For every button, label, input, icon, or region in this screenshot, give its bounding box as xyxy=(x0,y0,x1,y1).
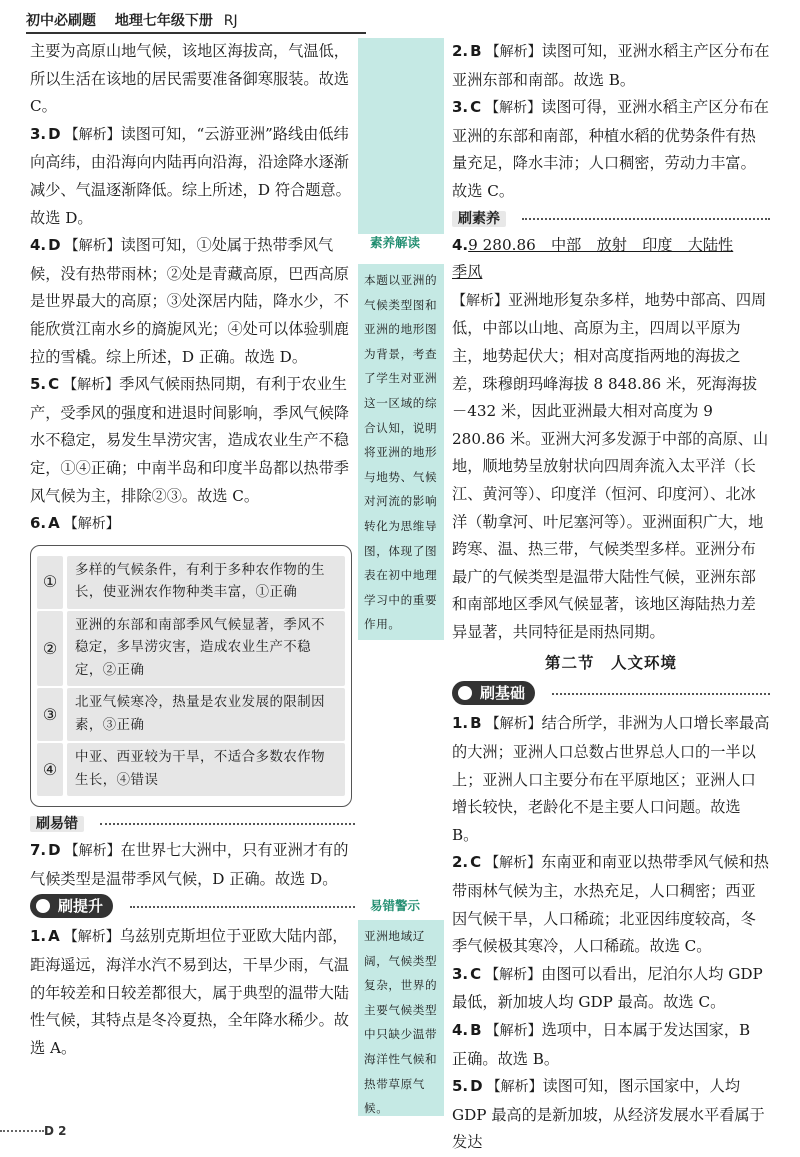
item-number: 4. xyxy=(452,1021,469,1039)
item-tag: 【解析】 xyxy=(485,716,542,733)
item-tag: 【解析】 xyxy=(64,126,121,143)
literacy-note-label: 素养解读 xyxy=(370,235,421,250)
edition-mark: RJ xyxy=(223,13,238,29)
answer-item-4 xyxy=(30,232,355,371)
item-answer: D xyxy=(470,1077,483,1096)
item-text: 读图可知，①处属于热带季风气候，没有热带雨林；②处是青藏高原，巴西高原是世界最大的高原；③处深居内陆，降水少，不能欣赏江南水乡的旖旎风光；④处可以体验驯鹿拉的雪橇。综上所述，D 正确。故选 D。 xyxy=(30,236,349,366)
table-row xyxy=(37,556,345,609)
table-row-text: 多样的气候条件，有利于多种农作物的生长，使亚洲农作物种类丰富，①正确 xyxy=(67,556,345,609)
section-banner-suyang xyxy=(452,206,770,232)
answer-item-r2 xyxy=(452,849,770,960)
table-row xyxy=(37,743,345,796)
item-text: 读图可知，“云游亚洲”路线由低纬向高纬，由沿海向内陆再向沿海，沿途降水逐渐减少、气温逐渐降低。综上所述，D 符合题意。故选 D。 xyxy=(30,124,351,227)
series-name: 初中必刷题 xyxy=(26,13,96,29)
answer-item-1 xyxy=(30,923,355,1062)
answer-item-3 xyxy=(30,121,355,232)
section-banner-label: 刷素养 xyxy=(452,211,506,227)
item-answer: C xyxy=(470,964,482,983)
right-column xyxy=(452,38,770,1157)
section-pill-label: 刷提升 xyxy=(30,894,113,918)
item-fill-answers-cont: 季风 xyxy=(452,263,483,282)
footer-dotted-rule xyxy=(0,1130,44,1132)
section-pill-jichu xyxy=(452,680,770,710)
table-row xyxy=(37,611,345,687)
item-number: 4. xyxy=(452,235,469,254)
item-tag: 【解析】 xyxy=(486,1079,543,1096)
item-tag: 【解析】 xyxy=(485,44,542,60)
item-text: 乌兹别克斯坦位于亚欧大陆内部，距海遥远，海洋水汽不易到达，干旱少雨，气温的年较差和日较差都很大，属于典型的温带大陆性气候，其特点是冬冷夏热，全年降水稀少。故选 A。 xyxy=(30,927,349,1057)
item-text: 东南亚和南亚以热带季风气候和热带雨林气候为主，水热充足，人口稠密；西亚因气候干旱，人口稀疏；北亚因纬度较高，冬季气候极其寒冷，人口稀疏。故选 C。 xyxy=(452,853,769,956)
item-answer: B xyxy=(470,1021,482,1039)
table-row xyxy=(37,688,345,741)
table-row-number: ③ xyxy=(37,688,63,741)
item-number: 3. xyxy=(30,124,47,143)
item-tag: 【解析】 xyxy=(452,292,508,309)
item-answer: C xyxy=(48,375,60,394)
answer-item-5 xyxy=(30,371,355,510)
item-text: 读图可知，图示国家中，人均 GDP 最高的是新加坡，从经济发展水平看属于发达 xyxy=(452,1077,765,1152)
item-fill-answers: 9 280.86 中部 放射 印度 大陆性 xyxy=(468,235,734,254)
answer-item-7 xyxy=(30,837,355,893)
continued-answer-text: 主要为高原山地气候，该地区海拔高，气温低，所以生活在该地的居民需要准备御寒服装。故选 C。 xyxy=(30,42,349,116)
table-row-number: ② xyxy=(37,611,63,687)
item-tag: 【解析】 xyxy=(485,1023,542,1039)
section-banner-yicuo xyxy=(30,811,355,837)
item-answer: D xyxy=(48,236,61,255)
item-number: 4. xyxy=(30,236,47,255)
item-tag: 【解析】 xyxy=(63,929,120,946)
dotted-rule xyxy=(130,906,355,908)
table-row-text: 亚洲的东部和南部季风气候显著，季风不稳定，多旱涝灾害，造成农业生产不稳定，②正确 xyxy=(67,611,345,687)
item-tag: 【解析】 xyxy=(485,966,542,983)
table-row-text: 中亚、西亚较为干旱，不适合多数农作物生长，④错误 xyxy=(67,743,345,796)
item-text: 由图可以看出，尼泊尔人均 GDP 最低，新加坡人均 GDP 最高。故选 C。 xyxy=(452,964,763,1012)
teal-decor-block xyxy=(358,38,444,234)
left-column xyxy=(30,38,355,1062)
analysis-table xyxy=(30,545,352,808)
dotted-rule xyxy=(552,693,770,695)
answer-item-4r xyxy=(452,232,770,647)
section-pill-tisheng xyxy=(30,893,355,923)
item-text: 在世界七大洲中，只有亚洲才有的气候类型是温带季风气候，D 正确。故选 D。 xyxy=(30,841,349,888)
table-row-text: 北亚气候寒冷，热量是农业发展的限制因素，③正确 xyxy=(67,688,345,741)
item-text: 选项中，日本属于发达国家，B 正确。故选 B。 xyxy=(452,1021,751,1068)
answer-item-6 xyxy=(30,510,355,539)
error-note-label: 易错警示 xyxy=(370,898,421,913)
table-row-number: ④ xyxy=(37,743,63,796)
item-answer: A xyxy=(48,927,60,946)
item-text: 季风气候雨热同期，有利于农业生产，受季风的强度和进退时间影响，季风气候降水不稳定，易发生旱涝灾害，造成农业生产不稳定，①④正确；中南半岛和印度半岛都以热带季风气候为主，排除②③。故选 C。 xyxy=(30,375,349,505)
item-answer: C xyxy=(470,98,482,117)
item-number: 5. xyxy=(30,375,47,394)
dotted-rule xyxy=(522,218,770,220)
item-answer: B xyxy=(470,42,482,60)
item-tag: 【解析】 xyxy=(64,238,121,255)
item-text: 结合所学，非洲为人口增长率最高的大洲；亚洲人口总数占世界总人口的一半以上；亚洲人口主要分布在平原地区；亚洲人口增长较快，老龄化不是主要人口问题。故选 B。 xyxy=(452,714,770,844)
error-note-box xyxy=(358,920,444,1116)
answer-item-3r xyxy=(452,94,770,205)
item-text: 亚洲地形复杂多样，地势中部高、四周低，中部以山地、高原为主，四周以平原为主，地势起伏大；相对高度指两地的海拔之差，珠穆朗玛峰海拔 8 848.86 米，死海海拔－432 米，因此亚洲最大相对高度为 9 280.86 米。亚洲大河多发源于中部的高原、山地，顺地势呈放射状向四周奔流入太平洋（长江、黄河等）、印度洋（恒河、印度河）、北冰洋（勒拿河、叶尼塞河等）。亚洲面积广大，地跨寒、温、热三带，气候类型多样。亚洲分布最广的气候类型是温带大陆性气候，亚洲东部和南部地区季风气候显著，该地区海陆热力差异显著，共同特征是雨热同期。 xyxy=(452,290,769,641)
section-pill-label: 刷基础 xyxy=(452,681,535,705)
item-tag: 【解析】 xyxy=(63,377,120,394)
item-answer: D xyxy=(48,124,61,143)
item-number: 7. xyxy=(30,841,47,860)
item-number: 2. xyxy=(452,853,469,872)
answer-item-2 xyxy=(452,38,770,94)
item-number: 3. xyxy=(452,964,469,983)
item-tag: 【解析】 xyxy=(485,855,542,872)
section-title: 第二节 人文环境 xyxy=(544,654,677,673)
item-number: 3. xyxy=(452,98,469,117)
item-answer: D xyxy=(48,841,61,860)
error-note-text: 亚洲地域辽阔，气候类型复杂，世界的主要气候类型中只缺少温带海洋性气候和热带草原气候。 xyxy=(364,929,438,1116)
book-name: 地理七年级下册 xyxy=(114,13,213,29)
item-number: 5. xyxy=(452,1077,469,1096)
item-text: 读图可知，亚洲水稻主产区分布在亚洲东部和南部。故选 B。 xyxy=(452,42,770,89)
item-answer: B xyxy=(470,714,482,733)
literacy-note-box xyxy=(358,264,444,640)
item-tag: 【解析】 xyxy=(64,843,121,860)
item-tag: 【解析】 xyxy=(485,100,542,117)
header-rule xyxy=(26,32,366,34)
item-text: 读图可得，亚洲水稻主产区分布在亚洲的东部和南部，种植水稻的优势条件有热量充足，降水丰沛；人口稠密，劳动力丰富。故选 C。 xyxy=(452,98,769,200)
answer-item-r3 xyxy=(452,961,770,1017)
section-banner-label: 刷易错 xyxy=(30,816,84,832)
literacy-note-text: 本题以亚洲的气候类型图和亚洲的地形图为背景，考查了学生对亚洲这一区域的综合认知，说明将亚洲的地形与地势、气候对河流的影响转化为思维导图，体现了图表在初中地理学习中的重要作用。 xyxy=(364,273,438,632)
answer-item-r4 xyxy=(452,1017,770,1073)
page-number: D 2 xyxy=(44,1124,67,1138)
item-tag: 【解析】 xyxy=(63,516,120,533)
item-number: 2. xyxy=(452,42,469,60)
dotted-rule xyxy=(100,823,355,825)
item-number: 1. xyxy=(30,927,47,946)
item-answer: A xyxy=(48,514,60,533)
table-row-number: ① xyxy=(37,556,63,609)
answer-item-r5 xyxy=(452,1073,770,1157)
item-answer: C xyxy=(470,853,482,872)
item-number: 6. xyxy=(30,514,47,533)
item-number: 1. xyxy=(452,714,469,733)
answer-item-r1 xyxy=(452,710,770,849)
